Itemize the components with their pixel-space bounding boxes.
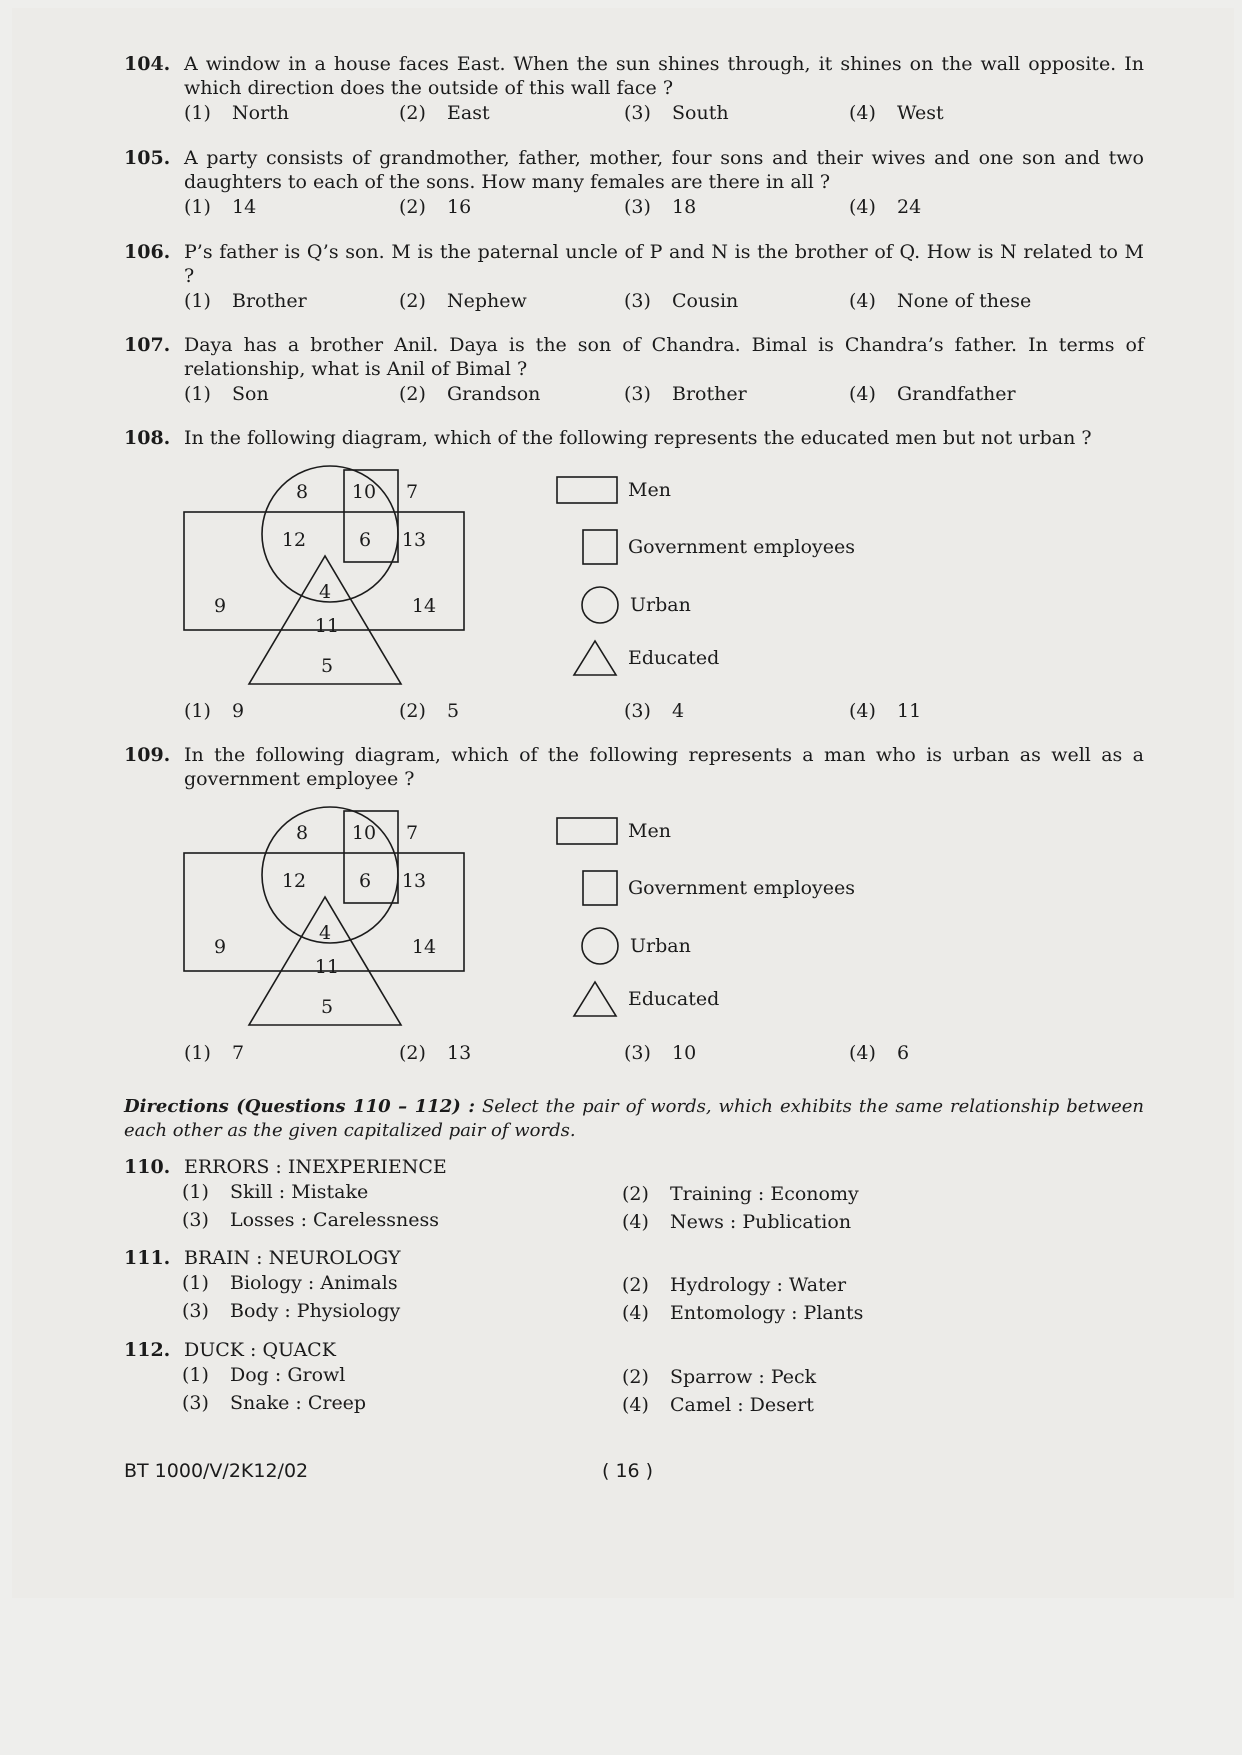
options bbox=[184, 700, 1144, 726]
option-1[interactable]: (1) Skill : Mistake bbox=[182, 1181, 369, 1203]
option-1[interactable]: (1) 14 bbox=[184, 196, 257, 218]
question-108 bbox=[124, 426, 1144, 450]
region-label: 12 bbox=[281, 529, 307, 551]
venn-diagram-2 bbox=[182, 803, 472, 1031]
region-label: 11 bbox=[314, 956, 340, 978]
legend-government: Government employees bbox=[582, 529, 855, 565]
option-1[interactable]: (1) Son bbox=[184, 383, 269, 405]
legend-educated: Educated bbox=[572, 639, 719, 677]
option-4[interactable]: (4) 11 bbox=[849, 700, 922, 722]
question-text: A party consists of grandmother, father, mother, four sons and their wives and one son and two daughters to each of the sons. How many females are there in all ? bbox=[184, 147, 1144, 193]
paper-code: BT 1000/V/2K12/02 bbox=[124, 1460, 309, 1482]
option-1[interactable]: (1) Brother bbox=[184, 290, 307, 312]
options-row-2 bbox=[182, 1392, 1144, 1422]
question-number: 111. bbox=[124, 1247, 171, 1269]
option-3[interactable]: (3) Brother bbox=[624, 383, 747, 405]
legend-urban: Urban bbox=[580, 585, 691, 625]
question-109-options bbox=[124, 1040, 1144, 1068]
venn-diagram-1 bbox=[182, 462, 472, 690]
question-text: P’s father is Q’s son. M is the paternal uncle of P and N is the brother of Q. How is N related to M ? bbox=[184, 241, 1144, 287]
legend-men: Men bbox=[556, 475, 671, 505]
question-stem: DUCK : QUACK bbox=[184, 1339, 336, 1361]
legend-educated: Educated bbox=[572, 980, 719, 1018]
venn-diagram-svg bbox=[182, 462, 472, 690]
question-107 bbox=[124, 333, 1144, 409]
option-1[interactable]: (1) Dog : Growl bbox=[182, 1364, 346, 1386]
region-label: 4 bbox=[318, 922, 332, 944]
question-number: 104. bbox=[124, 53, 171, 75]
option-4[interactable]: (4) 6 bbox=[849, 1042, 910, 1064]
question-number: 107. bbox=[124, 334, 171, 356]
options-row-2 bbox=[182, 1300, 1144, 1330]
option-4[interactable]: (4) 24 bbox=[849, 196, 922, 218]
region-label: 14 bbox=[411, 936, 437, 958]
options bbox=[184, 383, 1144, 409]
option-4[interactable]: (4) Camel : Desert bbox=[622, 1394, 814, 1416]
question-stem: BRAIN : NEUROLOGY bbox=[184, 1247, 401, 1269]
option-1[interactable]: (1) 7 bbox=[184, 1042, 245, 1064]
option-2[interactable]: (2) 16 bbox=[399, 196, 472, 218]
question-110 bbox=[124, 1155, 1144, 1239]
question-text: In the following diagram, which of the following represents a man who is urban as well as a government employee ? bbox=[184, 744, 1144, 790]
option-3[interactable]: (3) South bbox=[624, 102, 729, 124]
region-label: 9 bbox=[213, 936, 227, 958]
question-text: In the following diagram, which of the following represents the educated men but not urban ? bbox=[184, 427, 1092, 449]
triangle-icon bbox=[572, 639, 618, 677]
square-icon bbox=[582, 529, 618, 565]
region-label: 13 bbox=[401, 529, 427, 551]
option-2[interactable]: (2) 13 bbox=[399, 1042, 472, 1064]
legend-government: Government employees bbox=[582, 870, 855, 906]
option-2[interactable]: (2) Nephew bbox=[399, 290, 527, 312]
directions-text: Select the pair of words, which exhibits the same relationship between each other as the given capitalized pair of words. bbox=[124, 1096, 1144, 1141]
region-label: 10 bbox=[351, 822, 377, 844]
option-2[interactable]: (2) Grandson bbox=[399, 383, 541, 405]
question-111 bbox=[124, 1246, 1144, 1330]
region-label: 14 bbox=[411, 595, 437, 617]
option-3[interactable]: (3) Snake : Creep bbox=[182, 1392, 367, 1414]
region-label: 6 bbox=[358, 529, 372, 551]
question-106 bbox=[124, 240, 1144, 316]
options-row-1 bbox=[182, 1362, 1144, 1392]
triangle-icon bbox=[572, 980, 618, 1018]
region-label: 8 bbox=[295, 822, 309, 844]
question-text: Daya has a brother Anil. Daya is the son of Chandra. Bimal is Chandra’s father. In terms of relationship, what is Anil of Bimal ? bbox=[184, 334, 1144, 380]
question-text: A window in a house faces East. When the sun shines through, it shines on the wall opposite. In which direction does the outside of this wall face ? bbox=[184, 53, 1144, 99]
square-icon bbox=[582, 870, 618, 906]
option-2[interactable]: (2) 5 bbox=[399, 700, 460, 722]
legend-2 bbox=[560, 816, 880, 1016]
circle-icon bbox=[580, 585, 620, 625]
question-109 bbox=[124, 743, 1144, 791]
legend-1 bbox=[560, 475, 880, 675]
region-label: 5 bbox=[320, 655, 334, 677]
options bbox=[184, 290, 1144, 316]
page-number: ( 16 ) bbox=[602, 1460, 654, 1482]
option-2[interactable]: (2) Hydrology : Water bbox=[622, 1274, 847, 1296]
region-label: 9 bbox=[213, 595, 227, 617]
option-2[interactable]: (2) Training : Economy bbox=[622, 1183, 859, 1205]
region-label: 4 bbox=[318, 581, 332, 603]
legend-urban: Urban bbox=[580, 926, 691, 966]
option-3[interactable]: (3) 4 bbox=[624, 700, 685, 722]
option-4[interactable]: (4) Entomology : Plants bbox=[622, 1302, 864, 1324]
region-label: 12 bbox=[281, 870, 307, 892]
option-3[interactable]: (3) 10 bbox=[624, 1042, 697, 1064]
directions-heading: Directions (Questions 110 – 112) : bbox=[124, 1096, 475, 1117]
region-label: 7 bbox=[405, 822, 419, 844]
option-1[interactable]: (1) 9 bbox=[184, 700, 245, 722]
option-4[interactable]: (4) News : Publication bbox=[622, 1211, 852, 1233]
rectangle-icon bbox=[556, 816, 618, 846]
region-label: 5 bbox=[320, 996, 334, 1018]
question-104 bbox=[124, 52, 1144, 128]
option-4[interactable]: (4) West bbox=[849, 102, 944, 124]
region-label: 11 bbox=[314, 615, 340, 637]
option-3[interactable]: (3) Losses : Carelessness bbox=[182, 1209, 440, 1231]
question-105 bbox=[124, 146, 1144, 222]
venn-diagram-svg bbox=[182, 803, 472, 1031]
option-3[interactable]: (3) Cousin bbox=[624, 290, 739, 312]
question-number: 109. bbox=[124, 744, 171, 766]
region-label: 6 bbox=[358, 870, 372, 892]
question-stem: ERRORS : INEXPERIENCE bbox=[184, 1156, 447, 1178]
option-3[interactable]: (3) 18 bbox=[624, 196, 697, 218]
question-number: 112. bbox=[124, 1339, 171, 1361]
option-4[interactable]: (4) None of these bbox=[849, 290, 1032, 312]
legend-men: Men bbox=[556, 816, 671, 846]
question-number: 108. bbox=[124, 427, 171, 449]
option-2[interactable]: (2) East bbox=[399, 102, 490, 124]
region-label: 10 bbox=[351, 481, 377, 503]
options bbox=[184, 1042, 1144, 1068]
region-label: 13 bbox=[401, 870, 427, 892]
region-label: 7 bbox=[405, 481, 419, 503]
question-108-options bbox=[124, 698, 1144, 726]
options bbox=[184, 196, 1144, 222]
option-2[interactable]: (2) Sparrow : Peck bbox=[622, 1366, 817, 1388]
question-number: 110. bbox=[124, 1156, 171, 1178]
circle-icon bbox=[580, 926, 620, 966]
option-3[interactable]: (3) Body : Physiology bbox=[182, 1300, 401, 1322]
rectangle-icon bbox=[556, 475, 618, 505]
region-label: 8 bbox=[295, 481, 309, 503]
option-1[interactable]: (1) North bbox=[184, 102, 290, 124]
option-1[interactable]: (1) Biology : Animals bbox=[182, 1272, 398, 1294]
directions bbox=[124, 1095, 1144, 1143]
question-112 bbox=[124, 1338, 1144, 1422]
options-row-2 bbox=[182, 1209, 1144, 1239]
question-number: 106. bbox=[124, 241, 171, 263]
options-row-1 bbox=[182, 1270, 1144, 1300]
option-4[interactable]: (4) Grandfather bbox=[849, 383, 1016, 405]
question-number: 105. bbox=[124, 147, 171, 169]
options-row-1 bbox=[182, 1179, 1144, 1209]
options bbox=[184, 102, 1144, 128]
